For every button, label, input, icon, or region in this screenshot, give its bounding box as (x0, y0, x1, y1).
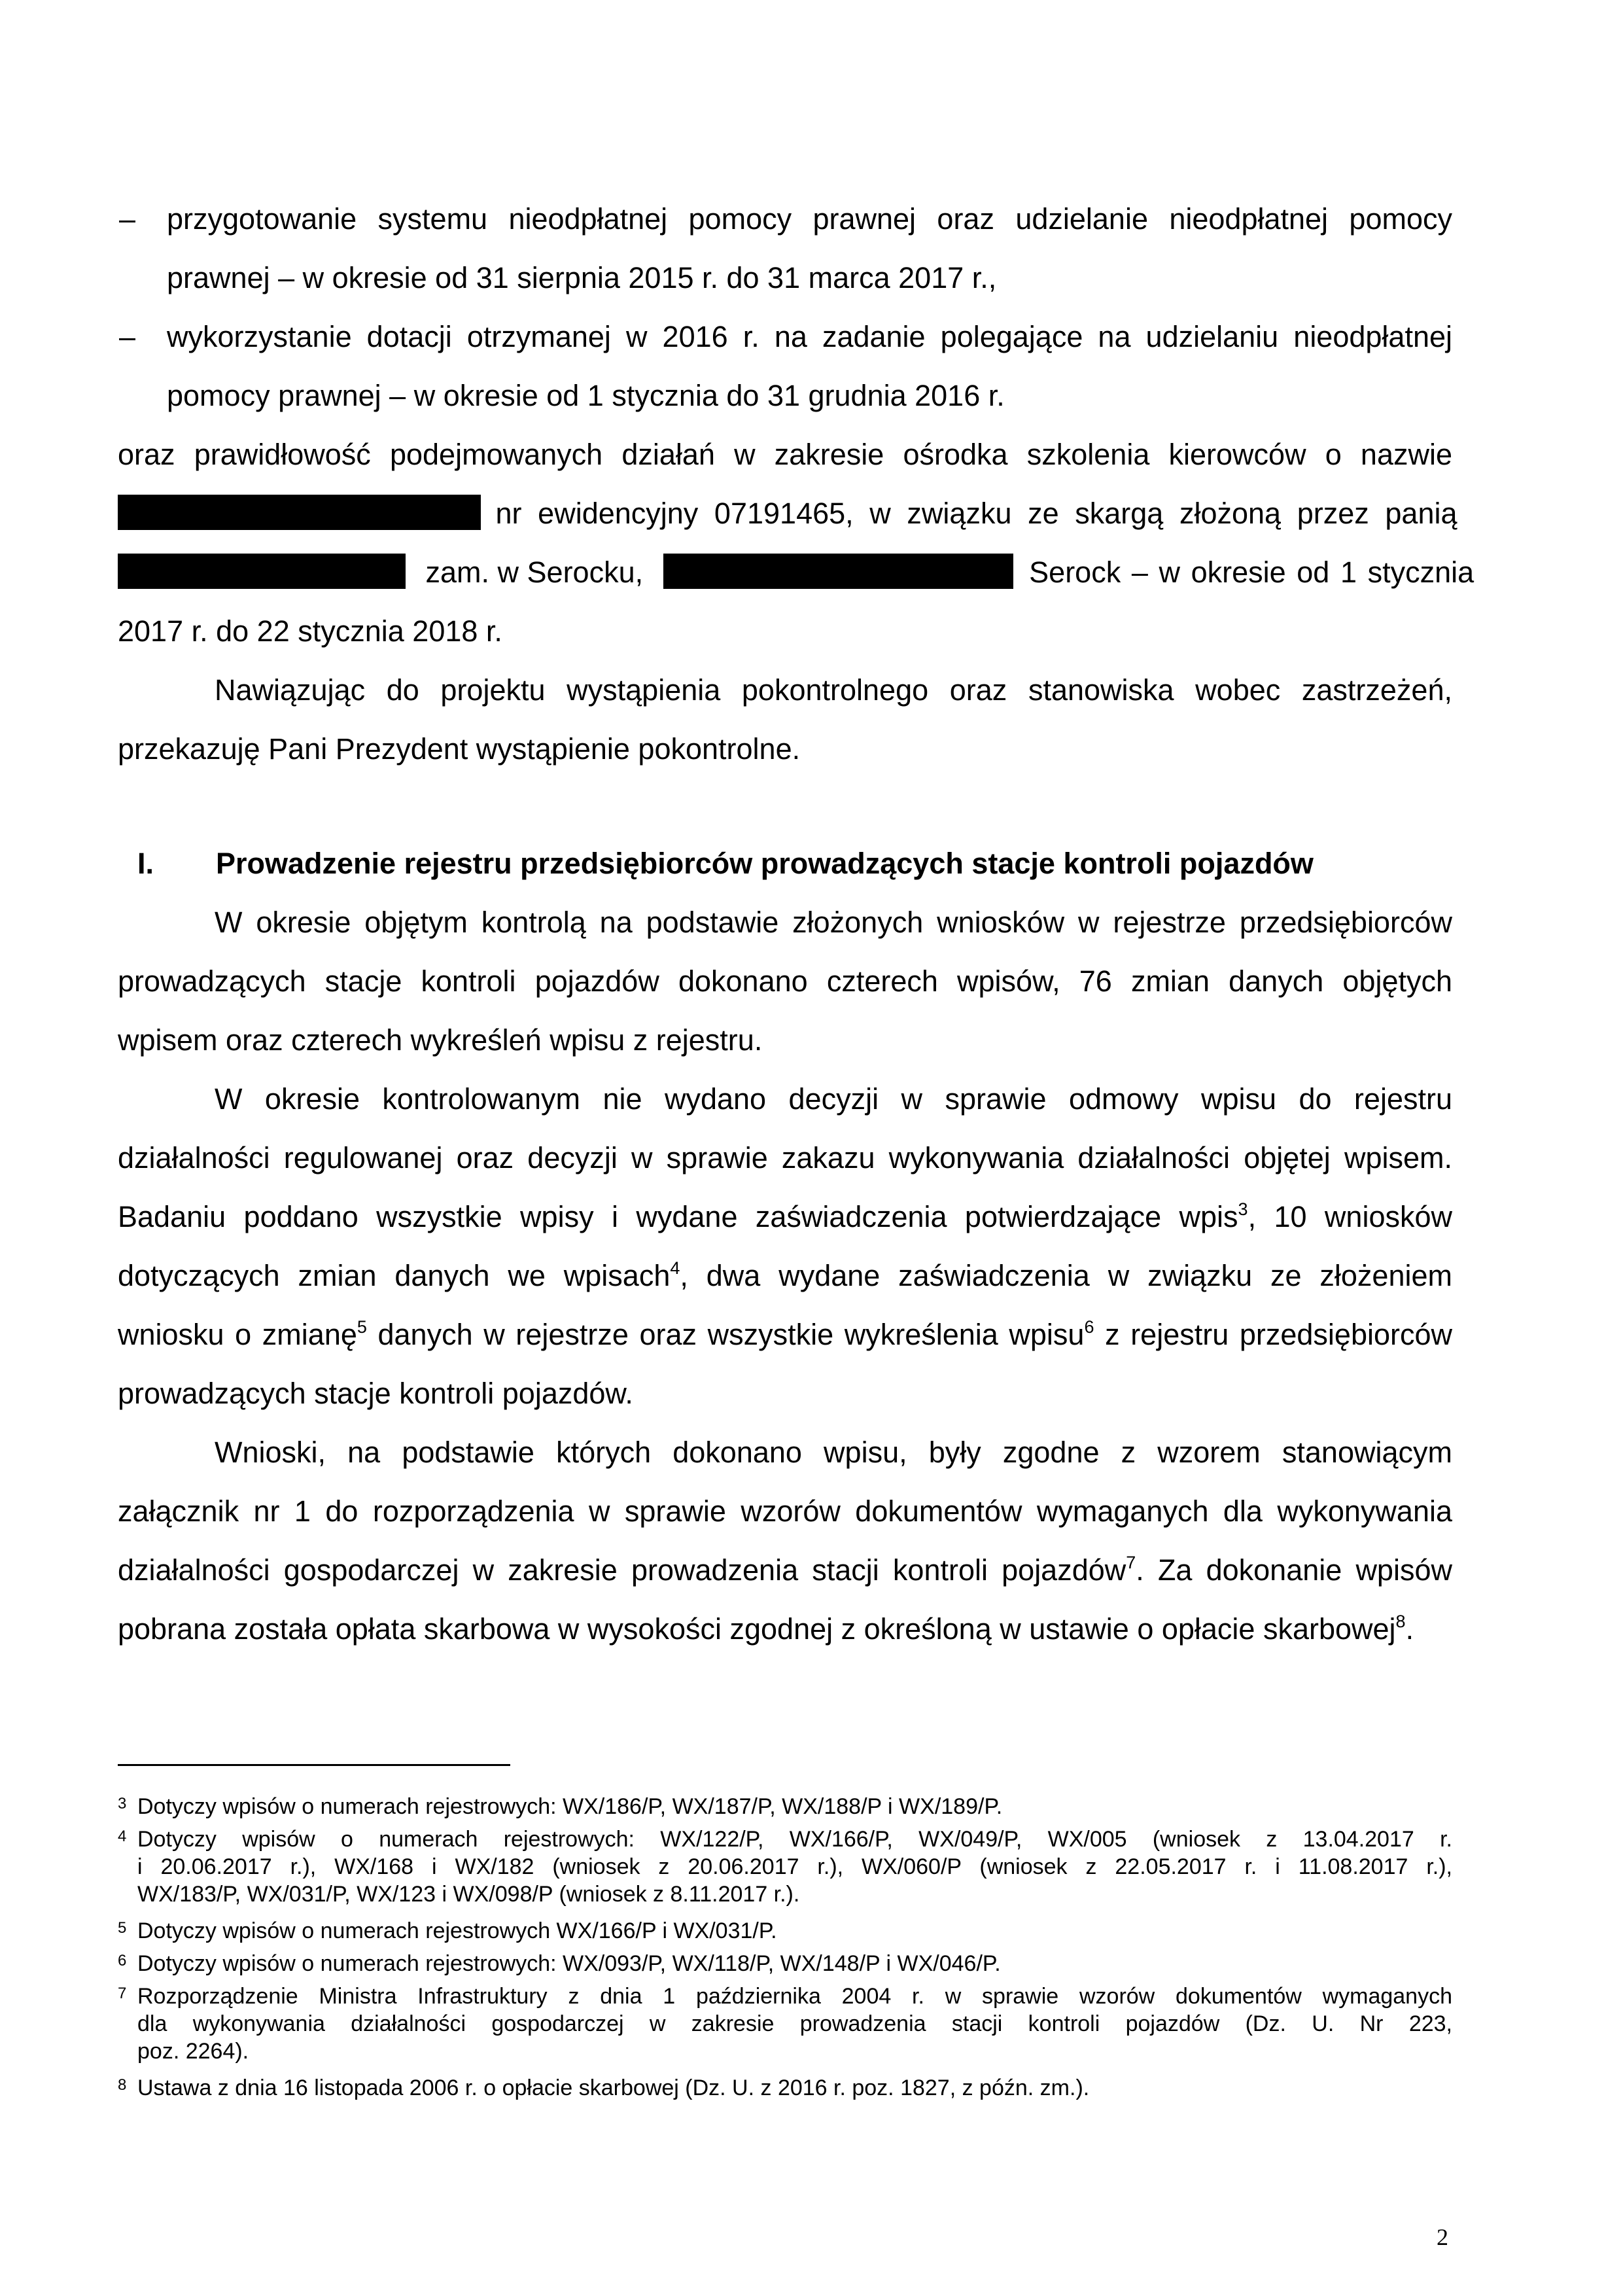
footnote-number: 4 (118, 1828, 127, 1845)
redaction-bar (118, 554, 406, 589)
para2-line-3 (118, 1197, 1452, 1237)
section-number: I. (137, 847, 154, 880)
para2-line-3-b: , 10 wniosków (1248, 1200, 1452, 1233)
para2-line-5-a: wniosku o zmianę (118, 1318, 357, 1351)
redaction-bar (663, 554, 1013, 589)
footnote-text: Dotyczy wpisów o numerach rejestrowych: WX/122/P, WX/166/P, WX/049/P, WX/005 (wniosek z 13.04.2017 r. (137, 1827, 1452, 1852)
footnote-number: 6 (118, 1952, 127, 1969)
para1-line-3: wpisem oraz czterech wykreśleń wpisu z rejestru. (118, 1023, 763, 1057)
footnote-text: Dotyczy wpisów o numerach rejestrowych WX/166/P i WX/031/P. (137, 1918, 777, 1943)
footnote-text: dla wykonywania działalności gospodarczej w zakresie prowadzenia stacji kontroli pojazdów (Dz. U. Nr 223, (137, 2011, 1452, 2036)
para2-line-5 (118, 1315, 1452, 1354)
list-item-2-line-1: wykorzystanie dotacji otrzymanej w 2016 r. na zadanie polegające na udzielaniu nieodpłatnej (167, 320, 1452, 353)
intro-line-2-text: nr ewidencyjny 07191465, w związku ze skargą złożoną przez panią (495, 497, 1457, 530)
footnote-text: i 20.06.2017 r.), WX/168 i WX/182 (wniosek z 20.06.2017 r.), WX/060/P (wniosek z 22.05.2017 r. i 11.08.2017 r.), (137, 1854, 1452, 1879)
footnote-number: 7 (118, 1985, 127, 2002)
para1-line-2: prowadzących stacje kontroli pojazdów dokonano czterech wpisów, 76 zmian danych objętych (118, 964, 1452, 998)
footnote-ref-7[interactable]: 7 (1126, 1553, 1136, 1572)
redaction-bar (118, 495, 481, 530)
intro-line-3 (118, 553, 1475, 592)
footnote-text: Rozporządzenie Ministra Infrastruktury z dnia 1 października 2004 r. w sprawie wzorów dokumentów wymaganych (137, 1984, 1452, 2009)
para2-line-3-a: Badaniu poddano wszystkie wpisy i wydane zaświadczenia potwierdzające wpis (118, 1200, 1238, 1233)
para2-line-4-a: dotyczących zmian danych we wpisach (118, 1259, 671, 1292)
para3-line-4 (118, 1610, 1452, 1649)
footnote-number: 8 (118, 2076, 127, 2094)
list-item-2-line-2: pomocy prawnej – w okresie od 1 stycznia do 31 grudnia 2016 r. (167, 379, 1005, 412)
para3-line-3 (118, 1551, 1452, 1590)
section-title: Prowadzenie rejestru przedsiębiorców prowadzących stacje kontroli pojazdów (216, 847, 1314, 880)
footnote-ref-6[interactable]: 6 (1084, 1317, 1094, 1337)
para-ref-line-1: Nawiązując do projektu wystąpienia pokontrolnego oraz stanowiska wobec zastrzeżeń, (215, 673, 1452, 707)
intro-line-4: 2017 r. do 22 stycznia 2018 r. (118, 614, 502, 648)
page-number: 2 (1437, 2224, 1448, 2250)
para2-line-4 (118, 1256, 1452, 1296)
footnote-ref-3[interactable]: 3 (1238, 1199, 1248, 1219)
para2-line-4-b: , dwa wydane zaświadczenia w związku ze złożeniem (680, 1259, 1452, 1292)
intro-line-3-mid: zam. w Serocku, (425, 556, 644, 589)
para3-line-1: Wnioski, na podstawie których dokonano wpisu, były zgodne z wzorem stanowiącym (215, 1436, 1452, 1469)
list-item-1-line-2: prawnej – w okresie od 31 sierpnia 2015 r. do 31 marca 2017 r., (167, 261, 997, 294)
para3-line-4-a: pobrana została opłata skarbowa w wysokości zgodnej z określoną w ustawie o opłacie skarbowej (118, 1612, 1396, 1646)
footnote-number: 5 (118, 1919, 127, 1937)
list-bullet: – (119, 320, 136, 353)
footnote-separator (118, 1764, 510, 1766)
footnote-text: Dotyczy wpisów o numerach rejestrowych: WX/093/P, WX/118/P, WX/148/P i WX/046/P. (137, 1951, 1001, 1976)
intro-line-3-end: Serock – w okresie od 1 stycznia (1029, 556, 1475, 589)
para3-line-4-b: . (1405, 1612, 1414, 1646)
para3-line-2: załącznik nr 1 do rozporządzenia w sprawie wzorów dokumentów wymaganych dla wykonywania (118, 1494, 1452, 1528)
list-item-1-line-1: przygotowanie systemu nieodpłatnej pomocy prawnej oraz udzielanie nieodpłatnej pomocy (167, 202, 1452, 236)
footnote-ref-4[interactable]: 4 (670, 1258, 680, 1278)
para2-line-2: działalności regulowanej oraz decyzji w sprawie zakazu wykonywania działalności objętej wpisem. (118, 1141, 1452, 1174)
intro-line-1: oraz prawidłowość podejmowanych działań w zakresie ośrodka szkolenia kierowców o nazwie (118, 438, 1452, 471)
para2-line-5-b: danych w rejestrze oraz wszystkie wykreślenia wpisu (366, 1318, 1085, 1351)
footnote-text: Dotyczy wpisów o numerach rejestrowych: WX/186/P, WX/187/P, WX/188/P i WX/189/P. (137, 1794, 1003, 1819)
footnote-number: 3 (118, 1795, 127, 1812)
para2-line-1: W okresie kontrolowanym nie wydano decyzji w sprawie odmowy wpisu do rejestru (215, 1082, 1452, 1116)
para2-line-5-c: z rejestru przedsiębiorców (1094, 1318, 1453, 1351)
list-bullet: – (119, 202, 136, 236)
footnote-text: Ustawa z dnia 16 listopada 2006 r. o opłacie skarbowej (Dz. U. z 2016 r. poz. 1827, z późn. zm.). (137, 2075, 1090, 2100)
para3-line-3-a: działalności gospodarczej w zakresie prowadzenia stacji kontroli pojazdów (118, 1553, 1126, 1587)
para3-line-3-b: . Za dokonanie wpisów (1136, 1553, 1452, 1587)
footnote-ref-8[interactable]: 8 (1395, 1612, 1406, 1631)
para1-line-1: W okresie objętym kontrolą na podstawie złożonych wniosków w rejestrze przedsiębiorców (215, 906, 1452, 939)
intro-line-2 (118, 494, 1457, 533)
footnote-text: WX/183/P, WX/031/P, WX/123 i WX/098/P (wniosek z 8.11.2017 r.). (137, 1882, 800, 1907)
para-ref-line-2: przekazuję Pani Prezydent wystąpienie pokontrolne. (118, 732, 801, 766)
para2-line-6: prowadzących stacje kontroli pojazdów. (118, 1377, 633, 1410)
footnote-ref-5[interactable]: 5 (357, 1317, 367, 1337)
footnote-text: poz. 2264). (137, 2039, 249, 2064)
